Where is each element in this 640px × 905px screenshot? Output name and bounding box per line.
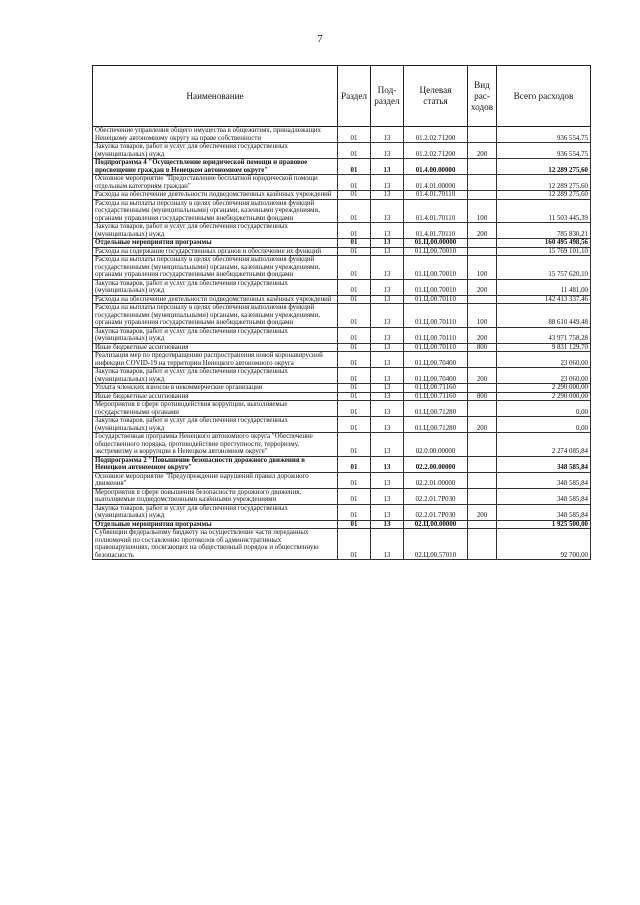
row-target-code: 02.Ц.00.00000 (404, 520, 468, 529)
row-total: 11 503 445,39 (497, 199, 591, 223)
row-total: 1 925 500,00 (497, 520, 591, 529)
row-expense-type (468, 352, 497, 368)
row-target-code: 01.Ц.00.71280 (404, 401, 468, 417)
budget-table (92, 65, 591, 560)
header-target: Целевая статья (404, 66, 468, 127)
row-name: Закупка товаров, работ и услуг для обеспечения государственных (муниципальных) нужд (93, 417, 338, 433)
row-subsection: 13 (371, 401, 404, 417)
header-total: Всего расходов (497, 66, 591, 127)
row-name: Основное мероприятие "Предупреждение нарушений правил дорожного движения" (93, 472, 338, 488)
row-target-code: 01.Ц.00.71160 (404, 392, 468, 401)
row-subsection: 13 (371, 304, 404, 328)
row-subsection: 13 (371, 239, 404, 248)
row-name: Закупка товаров, работ и услуг для обеспечения государственных (муниципальных) нужд (93, 327, 338, 343)
row-section: 01 (338, 352, 371, 368)
row-section: 01 (338, 239, 371, 248)
row-total: 142 413 337,46 (497, 295, 591, 304)
row-name: Уплата членских взносов в некоммерческие организации (93, 384, 338, 393)
row-name: Расходы на содержание государственных органов и обеспечение их функций (93, 247, 338, 256)
row-total: 23 060,00 (497, 368, 591, 384)
row-expense-type: 200 (468, 279, 497, 295)
row-section: 01 (338, 433, 371, 457)
row-expense-type (468, 456, 497, 472)
row-total: 2 290 000,00 (497, 392, 591, 401)
header-name: Наименование (93, 66, 338, 127)
row-section: 01 (338, 247, 371, 256)
row-name: Подпрограмма 2 "Повышение безопасности дорожного движения в Ненецком автономном округе" (93, 456, 338, 472)
row-subsection: 13 (371, 191, 404, 200)
row-name: Обеспечение управления общего имущества в общежитиях, принадлежащих Ненецкому автономному округу на праве собственности (93, 127, 338, 143)
table-row (93, 175, 591, 191)
row-subsection: 13 (371, 127, 404, 143)
row-total: 348 585,84 (497, 456, 591, 472)
row-expense-type: 800 (468, 343, 497, 352)
row-subsection: 13 (371, 352, 404, 368)
row-section: 01 (338, 417, 371, 433)
page-number: 7 (317, 33, 323, 45)
row-expense-type (468, 239, 497, 248)
table-row (93, 127, 591, 143)
table-row (93, 159, 591, 175)
table-row (93, 529, 591, 560)
row-total: 92 700,00 (497, 529, 591, 560)
row-section: 01 (338, 159, 371, 175)
row-target-code: 01.Ц.00.00000 (404, 239, 468, 248)
row-section: 01 (338, 191, 371, 200)
row-expense-type (468, 520, 497, 529)
row-target-code: 02.2.01.7Р030 (404, 488, 468, 504)
row-expense-type (468, 159, 497, 175)
row-name: Мероприятия в сфере противодействия коррупции, выполняемые государственными органами (93, 401, 338, 417)
row-total: 348 585,84 (497, 488, 591, 504)
row-target-code: 02.0.00.00000 (404, 433, 468, 457)
row-section: 01 (338, 175, 371, 191)
row-total: 0,00 (497, 417, 591, 433)
row-section: 01 (338, 488, 371, 504)
row-total: 348 585,84 (497, 472, 591, 488)
row-target-code: 01.4.00.00000 (404, 159, 468, 175)
row-expense-type (468, 384, 497, 393)
row-expense-type: 200 (468, 368, 497, 384)
row-expense-type: 100 (468, 199, 497, 223)
row-subsection: 13 (371, 159, 404, 175)
row-target-code: 02.2.01.7Р030 (404, 504, 468, 520)
table-row (93, 327, 591, 343)
table-row (93, 472, 591, 488)
row-total: 348 585,84 (497, 504, 591, 520)
row-total: 2 274 085,84 (497, 433, 591, 457)
table-row (93, 384, 591, 393)
row-subsection: 13 (371, 223, 404, 239)
row-section: 01 (338, 279, 371, 295)
row-target-code: 01.Ц.00.70010 (404, 247, 468, 256)
table-row (93, 295, 591, 304)
row-section: 01 (338, 343, 371, 352)
row-total: 15 757 620,10 (497, 256, 591, 280)
row-section: 01 (338, 223, 371, 239)
row-name: Отдельные мероприятия программы (93, 520, 338, 529)
row-section: 01 (338, 143, 371, 159)
row-subsection: 13 (371, 199, 404, 223)
row-target-code: 01.Ц.00.70010 (404, 279, 468, 295)
row-target-code: 01.4.01.00000 (404, 175, 468, 191)
table-row (93, 239, 591, 248)
row-section: 01 (338, 529, 371, 560)
table-header-row (93, 66, 591, 127)
row-section: 01 (338, 401, 371, 417)
table-row (93, 199, 591, 223)
table-row (93, 143, 591, 159)
row-target-code: 01.Ц.00.70400 (404, 352, 468, 368)
row-expense-type: 200 (468, 223, 497, 239)
row-name: Закупка товаров, работ и услуг для обеспечения государственных (муниципальных) нужд (93, 223, 338, 239)
table-row (93, 488, 591, 504)
table-row (93, 401, 591, 417)
row-expense-type (468, 191, 497, 200)
row-total: 785 830,21 (497, 223, 591, 239)
table-row (93, 368, 591, 384)
row-expense-type (468, 247, 497, 256)
table-row (93, 352, 591, 368)
row-section: 01 (338, 504, 371, 520)
row-name: Расходы на выплаты персоналу в целях обеспечения выполнения функций государственными (муниципальными) органами, казенными учреждениями, органами управления государственными внебюджетными фондами (93, 199, 338, 223)
row-target-code: 01.4.01.70110 (404, 199, 468, 223)
row-name: Реализация мер по предотвращению распространения новой коронавирусной инфекции COVID-19 на территории Ненецкого автономного округа (93, 352, 338, 368)
row-expense-type: 200 (468, 417, 497, 433)
row-section: 01 (338, 327, 371, 343)
row-section: 01 (338, 256, 371, 280)
row-expense-type: 200 (468, 143, 497, 159)
row-section: 01 (338, 384, 371, 393)
row-total: 2 290 000,00 (497, 384, 591, 393)
row-target-code: 01.Ц.00.71280 (404, 417, 468, 433)
table-row (93, 392, 591, 401)
row-total: 23 060,00 (497, 352, 591, 368)
row-name: Расходы на обеспечение деятельности подведомственных казённых учреждений (93, 191, 338, 200)
table-row (93, 247, 591, 256)
row-name: Государственная программа Ненецкого автономного округа "Обеспечение общественного порядка, противодействие преступности, терроризму, экстремизму и коррупции в Ненецком автономном округе" (93, 433, 338, 457)
row-expense-type: 100 (468, 256, 497, 280)
row-subsection: 13 (371, 175, 404, 191)
row-total: 43 971 758,28 (497, 327, 591, 343)
row-name: Закупка товаров, работ и услуг для обеспечения государственных (муниципальных) нужд (93, 143, 338, 159)
row-expense-type: 100 (468, 304, 497, 328)
row-name: Расходы на выплаты персоналу в целях обеспечения выполнения функций государственными (муниципальными) органами, казенными учреждениями, органами управления государственными внебюджетными фондами (93, 256, 338, 280)
table-row (93, 417, 591, 433)
row-name: Отдельные мероприятия программы (93, 239, 338, 248)
row-expense-type (468, 472, 497, 488)
table-row (93, 433, 591, 457)
row-subsection: 13 (371, 472, 404, 488)
row-section: 01 (338, 127, 371, 143)
row-target-code: 01.Ц.00.70010 (404, 256, 468, 280)
row-name: Расходы на обеспечение деятельности подведомственных казённых учреждений (93, 295, 338, 304)
header-subsection: Под- раздел (371, 66, 404, 127)
row-target-code: 01.Ц.00.70110 (404, 343, 468, 352)
row-name: Закупка товаров, работ и услуг для обеспечения государственных (муниципальных) нужд (93, 504, 338, 520)
row-section: 01 (338, 392, 371, 401)
row-target-code: 02.2.01.00000 (404, 472, 468, 488)
row-subsection: 13 (371, 247, 404, 256)
table-row (93, 304, 591, 328)
table-row (93, 520, 591, 529)
row-expense-type (468, 295, 497, 304)
row-total: 0,00 (497, 401, 591, 417)
row-expense-type: 200 (468, 504, 497, 520)
row-total: 936 554,75 (497, 127, 591, 143)
header-section: Раздел (338, 66, 371, 127)
row-expense-type (468, 127, 497, 143)
row-total: 12 289 275,60 (497, 191, 591, 200)
row-target-code: 02.Ц.00.57010 (404, 529, 468, 560)
row-total: 9 831 129,70 (497, 343, 591, 352)
row-target-code: 01.Ц.00.70400 (404, 368, 468, 384)
row-expense-type: 200 (468, 327, 497, 343)
row-subsection: 13 (371, 520, 404, 529)
row-subsection: 13 (371, 488, 404, 504)
row-subsection: 13 (371, 529, 404, 560)
row-subsection: 13 (371, 433, 404, 457)
table-row (93, 279, 591, 295)
row-target-code: 01.Ц.00.70110 (404, 304, 468, 328)
row-name: Мероприятия в сфере повышения безопасности дорожного движения, выполняемые подведомственными казёнными учреждениями (93, 488, 338, 504)
row-section: 01 (338, 368, 371, 384)
row-name: Закупка товаров, работ и услуг для обеспечения государственных (муниципальных) нужд (93, 368, 338, 384)
row-name: Основное мероприятие "Предоставление бесплатной юридической помощи отдельным категориям граждан" (93, 175, 338, 191)
header-type: Вид рас- ходов (468, 66, 497, 127)
row-expense-type: 800 (468, 392, 497, 401)
row-section: 01 (338, 456, 371, 472)
row-subsection: 13 (371, 143, 404, 159)
row-name: Закупка товаров, работ и услуг для обеспечения государственных (муниципальных) нужд (93, 279, 338, 295)
row-expense-type (468, 401, 497, 417)
row-section: 01 (338, 520, 371, 529)
table-row (93, 256, 591, 280)
table-row (93, 504, 591, 520)
row-total: 936 554,75 (497, 143, 591, 159)
row-target-code: 02.2.00.00000 (404, 456, 468, 472)
table-row (93, 223, 591, 239)
row-name: Субвенции федеральному бюджету на осуществление части переданных полномочий по составлению протоколов об административных правонарушениях, посягающих на общественный порядок и общественную безопасность (93, 529, 338, 560)
row-total: 15 769 101,10 (497, 247, 591, 256)
row-total: 11 481,00 (497, 279, 591, 295)
row-name: Иные бюджетные ассигнования (93, 392, 338, 401)
row-target-code: 01.4.01.70110 (404, 191, 468, 200)
row-subsection: 13 (371, 256, 404, 280)
row-subsection: 13 (371, 368, 404, 384)
row-section: 01 (338, 472, 371, 488)
row-target-code: 01.Ц.00.70110 (404, 295, 468, 304)
row-name: Иные бюджетные ассигнования (93, 343, 338, 352)
row-target-code: 01.4.01.70110 (404, 223, 468, 239)
row-subsection: 13 (371, 392, 404, 401)
row-target-code: 01.Ц.00.70110 (404, 327, 468, 343)
row-expense-type (468, 433, 497, 457)
table-row (93, 456, 591, 472)
row-section: 01 (338, 295, 371, 304)
row-total: 160 495 498,56 (497, 239, 591, 248)
row-total: 88 610 449,48 (497, 304, 591, 328)
row-expense-type (468, 529, 497, 560)
row-target-code: 01.2.02.71200 (404, 127, 468, 143)
row-subsection: 13 (371, 295, 404, 304)
row-subsection: 13 (371, 456, 404, 472)
row-subsection: 13 (371, 279, 404, 295)
row-section: 01 (338, 199, 371, 223)
row-subsection: 13 (371, 343, 404, 352)
table-row (93, 343, 591, 352)
row-total: 12 289 275,60 (497, 175, 591, 191)
row-section: 01 (338, 304, 371, 328)
row-subsection: 13 (371, 504, 404, 520)
row-name: Расходы на выплаты персоналу в целях обеспечения выполнения функций государственными (муниципальными) органами, казенными учреждениями, органами управления государственными внебюджетными фондами (93, 304, 338, 328)
row-target-code: 01.2.02.71200 (404, 143, 468, 159)
row-expense-type (468, 488, 497, 504)
row-name: Подпрограмма 4 "Осуществление юридической помощи и правовое просвещение граждан в Ненецком автономном округе" (93, 159, 338, 175)
row-target-code: 01.Ц.00.71160 (404, 384, 468, 393)
table-row (93, 191, 591, 200)
row-total: 12 289 275,60 (497, 159, 591, 175)
row-subsection: 13 (371, 327, 404, 343)
row-expense-type (468, 175, 497, 191)
row-subsection: 13 (371, 384, 404, 393)
row-subsection: 13 (371, 417, 404, 433)
